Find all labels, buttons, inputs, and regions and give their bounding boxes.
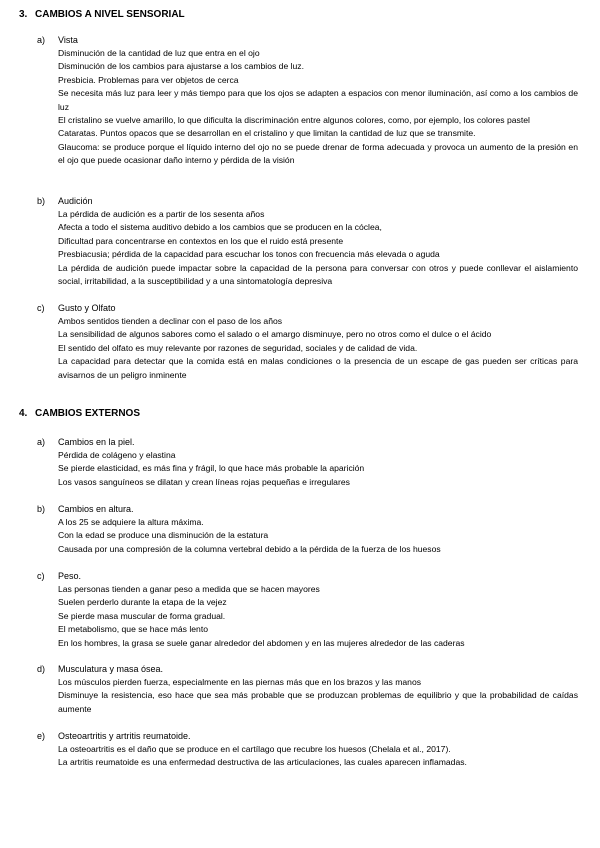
list-item: Glaucoma: se produce porque el líquido interno del ojo no se puede drenar de forma adecuada y provoca un aumento de la presión en el ojo que puede ocasionar daño interno y pérdida de la visión (58, 141, 578, 166)
subsection-letter: b) (37, 196, 46, 206)
list-item: La pérdida de audición es a partir de los sesenta años (58, 209, 265, 219)
item-list (58, 516, 578, 556)
list-item: Dificultad para concentrarse en contextos en los que el ruido está presente (58, 235, 344, 246)
subsection-letter: c) (37, 303, 45, 313)
list-item: El sentido del olfato es muy relevante por razones de seguridad, sociales y de calidad de vida. (58, 342, 418, 353)
item-list (58, 583, 578, 650)
subsection-heading (37, 436, 135, 449)
list-item: El cristalino se vuelve amarillo, lo que dificulta la discriminación entre algunos colores, como, por ejemplo, los colores pastel (58, 115, 530, 126)
subsection-heading (37, 730, 191, 743)
list-item: A los 25 se adquiere la altura máxima. (58, 517, 204, 527)
list-item: Se pierde masa muscular de forma gradual. (58, 610, 226, 621)
list-item: Con la edad se produce una disminución de la estatura (58, 530, 269, 541)
subsection-title: Osteoartritis y artritis reumatoide. (58, 731, 191, 741)
list-item: Causada por una compresión de la columna vertebral debido a la pérdida de la fuerza de los huesos (58, 543, 441, 554)
subsection-title: Audición (58, 196, 93, 206)
subsection-letter: b) (37, 504, 46, 514)
list-item: Ambos sentidos tienden a declinar con el paso de los años (58, 316, 283, 326)
subsection-letter: c) (37, 571, 45, 581)
section-heading (19, 8, 185, 21)
subsection-heading (37, 570, 81, 583)
list-item: La sensibilidad de algunos sabores como el salado o el amargo disminuye, pero no otros como el dulce o el ácido (58, 329, 492, 340)
list-item: Se necesita más luz para leer y más tiempo para que los ojos se adapten a espacios con menor iluminación, así como a los cambios de luz (58, 88, 578, 112)
item-list (58, 208, 578, 288)
subsection-letter: a) (37, 437, 46, 447)
subsection-title: Gusto y Olfato (58, 303, 116, 313)
section-title: CAMBIOS A NIVEL SENSORIAL (35, 9, 185, 20)
subsection-title: Cambios en la piel. (58, 437, 135, 447)
subsection-title: Musculatura y masa ósea. (58, 664, 164, 674)
subsection-heading (37, 34, 78, 47)
list-item: Disminución de la cantidad de luz que entra en el ojo (58, 48, 260, 58)
section-heading (19, 407, 140, 420)
list-item: Suelen perderlo durante la etapa de la vejez (58, 597, 227, 608)
item-list (58, 449, 578, 489)
section-number: 4. (19, 408, 28, 419)
list-item: La capacidad para detectar que la comida está en malas condiciones o la presencia de un escape de gas pueden ser críticas para avisarnos de un peligro inminente (58, 356, 578, 380)
subsection-title: Cambios en altura. (58, 504, 134, 514)
section-number: 3. (19, 9, 28, 20)
list-item: La osteoartritis es el daño que se produce en el cartílago que recubre los huesos (Chelala et al., 2017). (58, 744, 451, 754)
list-item: La artritis reumatoide es una enfermedad destructiva de las articulaciones, las cuales aparecen inflamadas. (58, 757, 467, 768)
subsection-letter: e) (37, 731, 46, 741)
item-list (58, 743, 578, 770)
subsection-heading (37, 503, 134, 516)
list-item: Presbiacusia; pérdida de la capacidad para escuchar los tonos con frecuencia más elevada o aguda (58, 249, 440, 260)
item-list (58, 47, 578, 168)
list-item: Los vasos sanguíneos se dilatan y crean líneas rojas pequeñas e irregulares (58, 476, 350, 487)
subsection-title: Peso. (58, 571, 82, 581)
section-title: CAMBIOS EXTERNOS (35, 408, 141, 419)
list-item: El metabolismo, que se hace más lento (58, 624, 208, 635)
item-list (58, 676, 578, 716)
subsection-heading (37, 663, 163, 676)
list-item: Afecta a todo el sistema auditivo debido a los cambios que se producen en la cóclea, (58, 222, 382, 233)
subsection-heading (37, 302, 116, 315)
list-item: En los hombres, la grasa se suele ganar alrededor del abdomen y en las mujeres alrededor de las caderas (58, 637, 465, 648)
subsection-heading (37, 195, 93, 208)
subsection-letter: d) (37, 664, 46, 674)
list-item: Pérdida de colágeno y elastina (58, 450, 176, 460)
list-item: La pérdida de audición puede impactar sobre la capacidad de la persona para conversar con otros y puede conllevar el aislamiento social, irritabilidad, a la susceptibilidad y a una sintomatología depresiva (58, 262, 578, 287)
list-item: Disminución de los cambios para ajustarse a los cambios de luz. (58, 61, 304, 72)
list-item: Disminuye la resistencia, eso hace que sea más probable que se produzcan problemas de equilibrio y que la probabilidad de caídas aumente (58, 690, 578, 714)
list-item: Las personas tienden a ganar peso a medida que se hacen mayores (58, 584, 320, 594)
list-item: Se pierde elasticidad, es más fina y frágil, lo que hace más probable la aparición (58, 463, 365, 474)
subsection-title: Vista (58, 35, 78, 45)
item-list (58, 315, 578, 382)
list-item: Presbicia. Problemas para ver objetos de cerca (58, 74, 239, 85)
list-item: Cataratas. Puntos opacos que se desarrollan en el cristalino y que limitan la cantidad de luz que se transmite. (58, 128, 476, 139)
list-item: Los músculos pierden fuerza, especialmente en las piernas más que en los brazos y las manos (58, 677, 422, 687)
subsection-letter: a) (37, 35, 46, 45)
